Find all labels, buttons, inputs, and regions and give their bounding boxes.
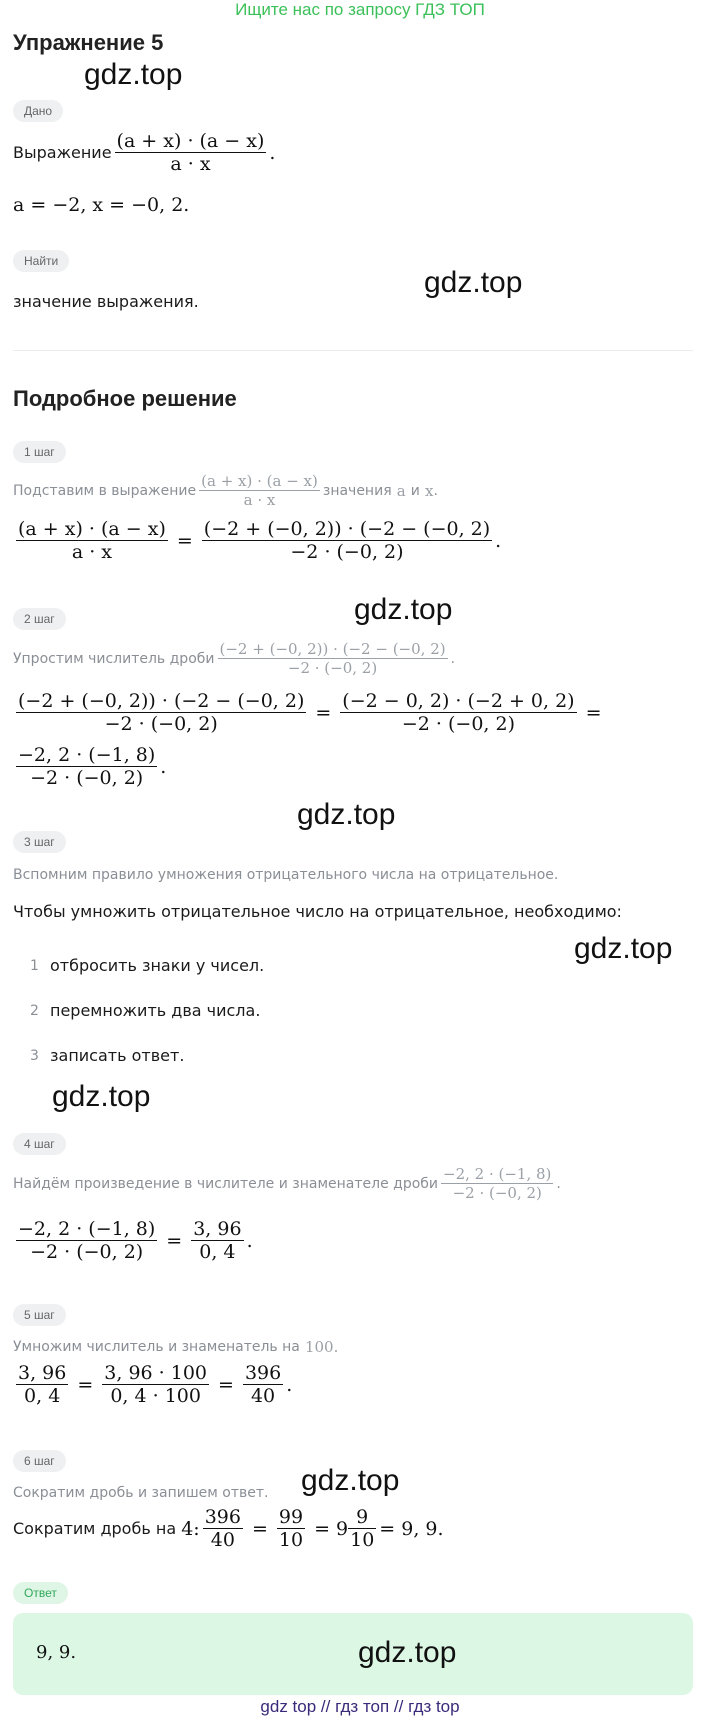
answer-value: 9, 9. — [36, 1642, 77, 1663]
step-5-a — [16, 1362, 68, 1407]
watermark: gdz.top — [301, 1464, 400, 1497]
step-2-desc-den: −2 · (−0, 2) — [287, 659, 378, 677]
find-badge: Найти — [13, 250, 69, 272]
watermark: gdz.top — [52, 1080, 151, 1113]
step-2-f2 — [340, 690, 576, 735]
step-2-desc: Упростим числитель дроби $\frac{(-2 + (-0, 2)) \cdot (-2 - (-0, 2)}{-2 \cdot (-0, 2)}$ . — [13, 640, 456, 677]
var-x: x — [424, 481, 434, 500]
watermark: gdz.top — [354, 593, 453, 626]
step-4-desc-text: Найдём произведение в числителе и знаменателе дроби — [13, 1175, 439, 1192]
given-values: a = −2, x = −0, 2. — [13, 194, 190, 216]
step-1-rhs-num: (−2 + (−0, 2)) · (−2 − (−0, 2) — [203, 518, 491, 540]
step-2-f3-num: −2, 2 · (−1, 8) — [18, 744, 156, 766]
watermark: gdz.top — [358, 1636, 457, 1669]
step-5-badge: 5 шаг — [13, 1304, 66, 1326]
step-6-b — [277, 1506, 305, 1551]
footer-links[interactable]: gdz top // гдз топ // гдз top — [260, 1697, 460, 1716]
step-5-b-den: 0, 4 · 100 — [110, 1385, 201, 1407]
step-4-rhs-den: 0, 4 — [199, 1241, 236, 1263]
step-1-badge: 1 шаг — [13, 441, 66, 463]
step-2-f1-num: (−2 + (−0, 2)) · (−2 − (−0, 2) — [18, 690, 305, 712]
given-fraction-den: a · x — [170, 153, 211, 175]
step-2-badge: 2 шаг — [13, 608, 66, 630]
step-2-f1 — [16, 690, 306, 735]
step-2-desc-fraction — [218, 640, 448, 677]
step-4-desc-fraction — [441, 1165, 553, 1202]
step-4-rhs-num: 3, 96 — [193, 1218, 242, 1240]
step-6-desc: Сократим дробь и запишем ответ. — [13, 1485, 269, 1501]
step-1-desc-den: a · x — [243, 491, 276, 509]
step-5-hundred: 100. — [304, 1337, 339, 1356]
step-1-desc-b: значения — [322, 482, 392, 499]
step-4-lhs — [16, 1218, 157, 1263]
step-6-mixed-num: 9 — [348, 1506, 376, 1529]
top-banner[interactable]: Ищите нас по запросу ГДЗ ТОП — [235, 0, 485, 19]
step-4-badge: 4 шаг — [13, 1133, 66, 1155]
given-expression — [13, 130, 275, 175]
given-badge: Дано — [13, 100, 63, 122]
step-2-desc-num: (−2 + (−0, 2)) · (−2 − (−0, 2) — [219, 640, 446, 658]
step-1-equation: $\frac{(a + x) \cdot (a - x)}{a \cdot x}$ = $\frac{(-2 + (-0, 2)) \cdot (-2 - (-0, 2)}{-2 \cdot (-0, 2)}$ . — [18, 518, 502, 563]
step-2-equation: $\frac{(-2 + (-0, 2)) \cdot (-2 - (-0, 2)}{-2 \cdot (-0, 2)}$ = $\frac{(-2 - 0, 2) \cdot (-2 + 0, 2)}{-2 \cdot (-0, 2)}$ = — [18, 690, 602, 735]
step-6-mixed — [348, 1506, 376, 1551]
list-item — [30, 1001, 260, 1020]
step-6-b-num: 99 — [278, 1506, 304, 1528]
list-item — [30, 956, 264, 975]
step-2-f2-den: −2 · (−0, 2) — [401, 713, 516, 735]
step-3-desc: Вспомним правило умножения отрицательного числа на отрицательное. — [13, 867, 559, 883]
step-6-a-num: 396 — [204, 1506, 241, 1528]
step-5-c-den: 40 — [250, 1385, 276, 1407]
step-4-rhs — [191, 1218, 243, 1263]
step-6-by: 4: — [181, 1517, 200, 1540]
list-item-text: отбросить знаки у чисел. — [50, 956, 265, 975]
given-fraction-num: (a + x) · (a − x) — [116, 130, 265, 152]
page-title: Упражнение 5 — [13, 30, 164, 55]
step-6-whole: 9 — [336, 1517, 349, 1540]
step-6-b-den: 10 — [278, 1529, 304, 1551]
watermark: gdz.top — [424, 266, 523, 299]
var-a: a — [396, 481, 406, 500]
step-4-equation: $\frac{-2, 2 \cdot (-1, 8)}{-2 \cdot (-0, 2)}$ = $\frac{3, 96}{0, 4}$ . — [18, 1218, 253, 1263]
watermark: gdz.top — [297, 798, 396, 831]
step-6-a — [203, 1506, 243, 1551]
step-5-c-num: 396 — [244, 1362, 282, 1384]
find-text: значение выражения. — [13, 292, 199, 311]
step-6-result: = 9, 9. — [379, 1517, 444, 1540]
step-5-equation: $\frac{3, 96}{0, 4}$ = $\frac{3, 96 \cdot 100}{0, 4 \cdot 100}$ = $\frac{396}{40}$ . — [18, 1362, 293, 1407]
step-1-rhs — [202, 518, 492, 563]
watermark: gdz.top — [574, 932, 673, 965]
step-5-c — [243, 1362, 283, 1407]
step-6-badge: 6 шаг — [13, 1450, 66, 1472]
step-1-rhs-den: −2 · (−0, 2) — [290, 541, 404, 563]
step-3-badge: 3 шаг — [13, 831, 66, 853]
step-1-desc-num: (a + x) · (a − x) — [201, 472, 318, 490]
step-5-b — [102, 1362, 209, 1407]
step-6-text: Сократим дробь на — [13, 1519, 177, 1538]
and-word: и — [410, 482, 420, 499]
step-2-f3-den: −2 · (−0, 2) — [30, 767, 144, 789]
step-5-a-num: 3, 96 — [18, 1362, 67, 1384]
step-2-f3 — [16, 744, 157, 789]
step-5-a-den: 0, 4 — [24, 1385, 61, 1407]
step-4-desc: Найдём произведение в числителе и знаменателе дроби $\frac{-2, 2 \cdot (-1, 8)}{-2 \cdot (-0, 2)}$ . — [13, 1165, 561, 1202]
step-1-lhs-den: a · x — [71, 541, 113, 563]
solution-title: Подробное решение — [13, 386, 237, 411]
answer-badge: Ответ — [13, 1582, 68, 1604]
step-5-desc-text: Умножим числитель и знаменатель на — [13, 1338, 300, 1355]
step-4-desc-den: −2 · (−0, 2) — [452, 1184, 542, 1202]
list-item-number: 1 — [30, 957, 39, 974]
list-item — [30, 1046, 184, 1065]
step-6-a-den: 40 — [210, 1529, 235, 1551]
step-5-desc — [13, 1337, 338, 1356]
list-item-text: записать ответ. — [50, 1046, 185, 1065]
step-1-desc-a: Подставим в выражение — [13, 482, 197, 499]
step-5-b-num: 3, 96 · 100 — [104, 1362, 208, 1384]
watermark: gdz.top — [84, 58, 183, 91]
step-1-lhs — [16, 518, 168, 563]
step-6-mixed-den: 10 — [350, 1529, 375, 1551]
list-item-number: 3 — [30, 1047, 39, 1064]
step-3-rule: Чтобы умножить отрицательное число на отрицательное, необходимо: — [13, 902, 622, 921]
step-2-f1-den: −2 · (−0, 2) — [104, 713, 218, 735]
step-1-desc-fraction — [199, 472, 320, 509]
step-4-desc-num: −2, 2 · (−1, 8) — [443, 1165, 552, 1183]
step-1-desc: Подставим в выражение $\frac{(a + x) \cdot (a - x)}{a \cdot x}$ значения a и x . — [13, 472, 438, 509]
step-6-equation: Сократим дробь на 4: $\frac{396}{40}$ = $\frac{99}{10}$ = 9 $\frac{9}{10}$ = 9, 9. — [13, 1506, 444, 1551]
step-4-lhs-num: −2, 2 · (−1, 8) — [18, 1218, 156, 1240]
answer-box — [13, 1613, 693, 1695]
step-2-equation-cont: $\frac{-2, 2 \cdot (-1, 8)}{-2 \cdot (-0, 2)}$ . — [18, 744, 167, 789]
divider — [13, 350, 693, 351]
step-2-f2-num: (−2 − 0, 2) · (−2 + 0, 2) — [342, 690, 575, 712]
list-item-number: 2 — [30, 1002, 39, 1019]
given-expression-label: Выражение — [13, 143, 112, 162]
step-2-desc-text: Упростим числитель дроби — [13, 650, 215, 667]
list-item-text: перемножить два числа. — [50, 1001, 261, 1020]
step-1-lhs-num: (a + x) · (a − x) — [18, 518, 166, 540]
step-4-lhs-den: −2 · (−0, 2) — [30, 1241, 144, 1263]
given-period: . — [269, 141, 276, 164]
given-fraction — [115, 130, 267, 175]
